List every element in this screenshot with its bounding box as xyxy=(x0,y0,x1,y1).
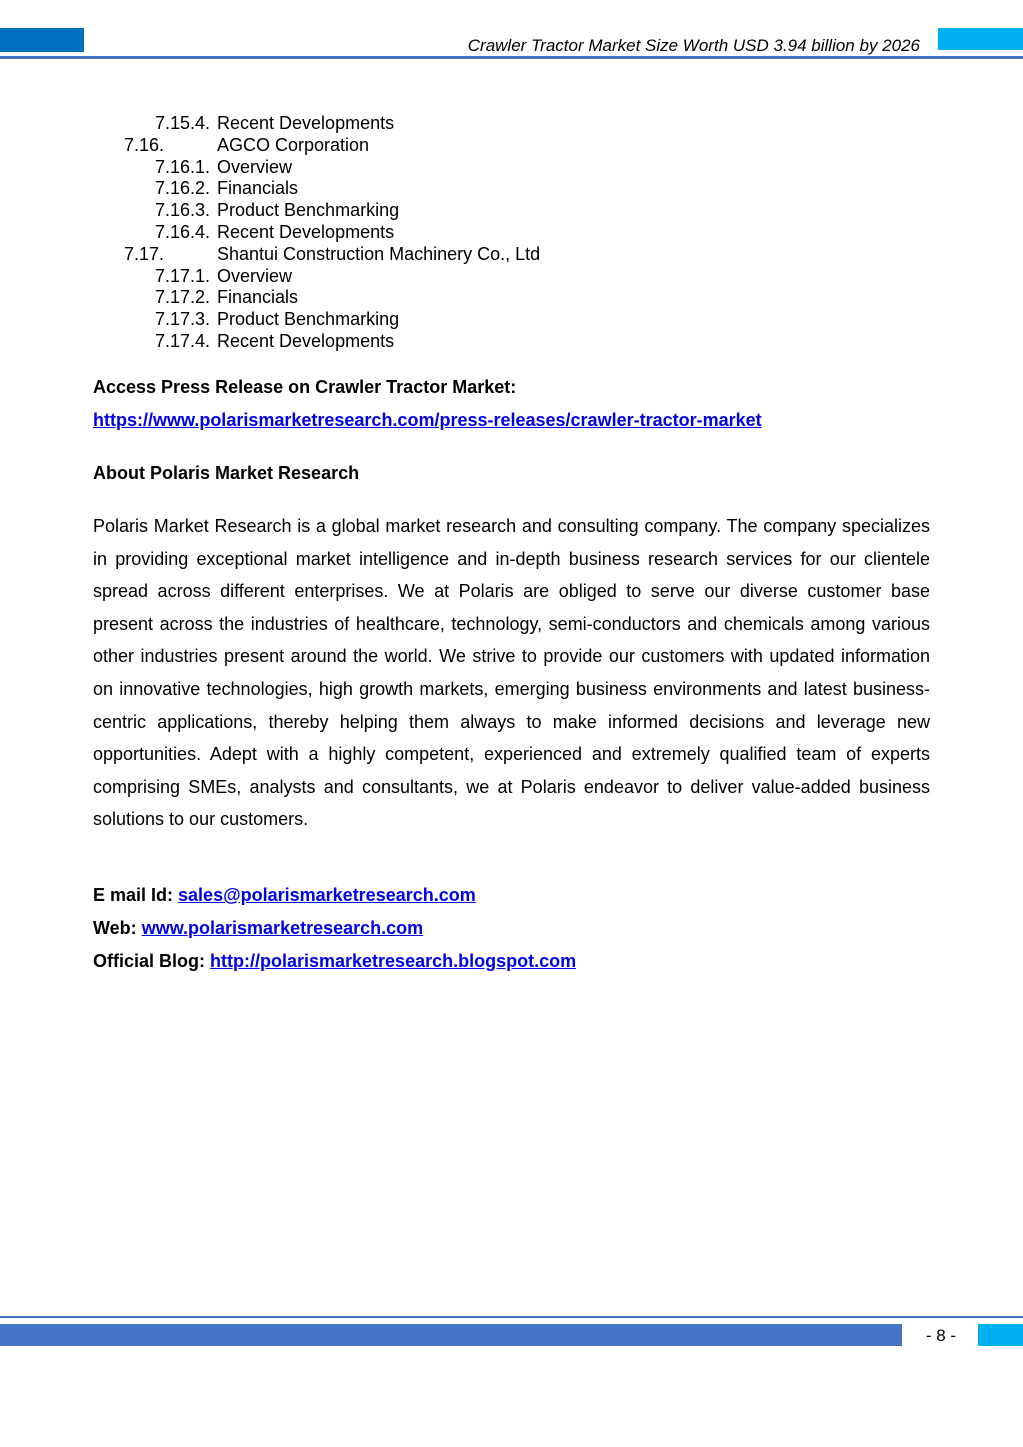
toc-item-number: 7.17.3. xyxy=(155,309,211,330)
about-heading: About Polaris Market Research xyxy=(93,463,360,483)
header-left-block xyxy=(0,28,84,52)
header-right-block xyxy=(938,28,1023,50)
toc-item xyxy=(0,200,1023,222)
press-release-block xyxy=(93,409,762,431)
footer-rule xyxy=(0,1316,1023,1318)
toc-item-number: 7.16.1. xyxy=(155,156,211,177)
toc-item xyxy=(0,266,1023,288)
toc-list xyxy=(0,113,1023,353)
toc-item-number: 7.16.4. xyxy=(155,221,211,242)
blog-label: Official Blog: xyxy=(93,951,205,971)
header-title: Crawler Tractor Market Size Worth USD 3.94 billion by 2026 xyxy=(467,36,920,55)
web-line xyxy=(93,917,423,939)
toc-item-number: 7.16.3. xyxy=(155,200,211,221)
toc-item-number: 7.17. xyxy=(124,243,165,264)
toc-item xyxy=(0,331,1023,353)
toc-item-label: Financials xyxy=(217,178,299,199)
blog-link[interactable]: http://polarismarketresearch.blogspot.com xyxy=(210,951,577,971)
toc-item-number: 7.16. xyxy=(124,134,165,155)
toc-item xyxy=(0,309,1023,331)
toc-item xyxy=(0,222,1023,244)
web-link[interactable]: www.polarismarketresearch.com xyxy=(141,918,424,938)
press-release-link[interactable]: https://www.polarismarketresearch.com/press-releases/crawler-tractor-market xyxy=(93,410,762,430)
toc-item-label: AGCO Corporation xyxy=(217,134,370,155)
toc-item-number: 7.16.2. xyxy=(155,178,211,199)
toc-item xyxy=(0,135,1023,157)
email-label: E mail Id: xyxy=(93,885,174,905)
toc-item-label: Recent Developments xyxy=(217,113,395,133)
toc-item-label: Financials xyxy=(217,287,299,308)
toc-item-number: 7.17.2. xyxy=(155,287,211,308)
toc-item-number: 7.15.4. xyxy=(155,113,211,133)
footer-bar xyxy=(0,1324,902,1346)
toc-item xyxy=(0,287,1023,309)
toc-item-number: 7.17.4. xyxy=(155,330,211,351)
toc-item xyxy=(0,178,1023,200)
toc-item-label: Recent Developments xyxy=(217,330,395,351)
toc-item xyxy=(0,244,1023,266)
toc-item xyxy=(0,113,1023,135)
header-rule xyxy=(0,56,1023,59)
about-body: Polaris Market Research is a global market research and consulting company. The company specializes in providing exceptional market intelligence and in-depth business research services for our clientele spread across different enterprises. We at Polaris are obliged to serve our diverse customer base present across the industries of healthcare, technology, semi-conductors and chemicals among various other industries present around the world. We strive to provide our customers with updated information on innovative technologies, high growth markets, emerging business environments and latest business-centric applications, thereby helping them always to make informed decisions and leverage new opportunities. Adept with a highly competent, experienced and extremely qualified team of experts comprising SMEs, analysts and consultants, we at Polaris endeavor to deliver value-added business solutions to our customers. xyxy=(93,516,930,830)
footer-right-block xyxy=(978,1324,1023,1346)
toc-item-number: 7.17.1. xyxy=(155,265,211,286)
toc-item-label: Product Benchmarking xyxy=(217,200,400,221)
toc-item-label: Overview xyxy=(217,265,293,286)
toc-item-label: Recent Developments xyxy=(217,221,395,242)
email-line xyxy=(93,884,476,906)
page-number: - 8 - xyxy=(925,1326,957,1345)
press-release-label: Access Press Release on Crawler Tractor Market: xyxy=(93,377,517,397)
web-label: Web: xyxy=(93,918,137,938)
email-link[interactable]: sales@polarismarketresearch.com xyxy=(178,885,476,905)
toc-item-label: Shantui Construction Machinery Co., Ltd xyxy=(217,243,541,264)
toc-item-label: Product Benchmarking xyxy=(217,309,400,330)
toc-item xyxy=(0,157,1023,179)
blog-line xyxy=(93,950,576,972)
toc-item-label: Overview xyxy=(217,156,293,177)
